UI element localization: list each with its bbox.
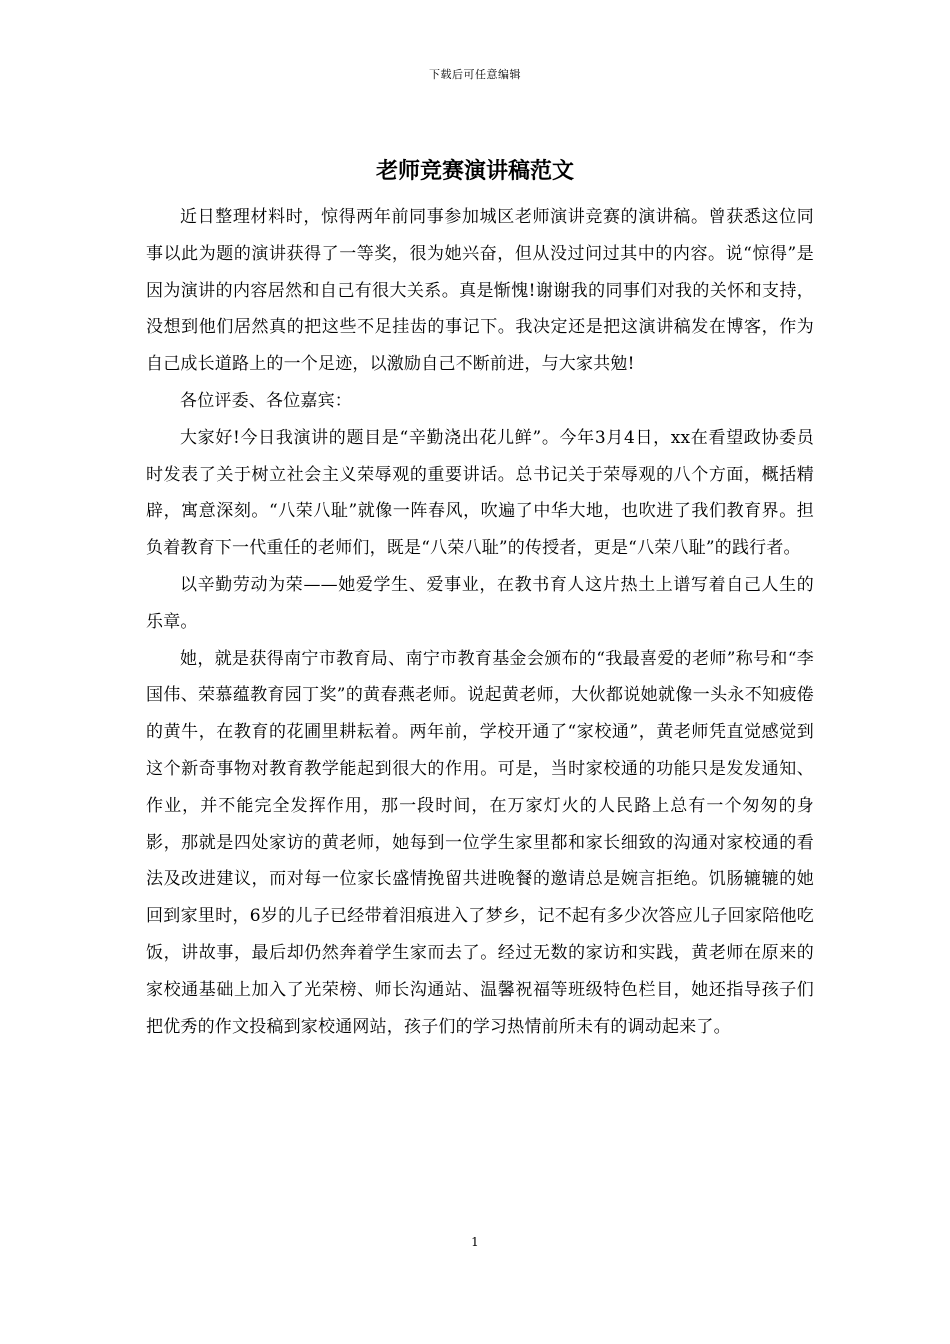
page-number: 1 [471,1235,479,1249]
paragraph-salutation: 各位评委、各位嘉宾： [180,390,352,411]
paragraph-theme: 以辛勤劳动为荣——她爱学生、爱事业，在教书育人这片热土上谱写着自己人生的乐章。 [146,574,814,632]
document-body [146,199,814,1045]
paragraph-intro: 近日整理材料时，惊得两年前同事参加城区老师演讲竞赛的演讲稿。曾获悉这位同事以此为题的演讲获得了一等奖，很为她兴奋，但从没过问过其中的内容。说“惊得”是因为演讲的内容居然和自己有很大关系。真是惭愧!谢谢我的同事们对我的关怀和支持，没想到他们居然真的把这些不足挂齿的事记下。我决定还是把这演讲稿发在博客，作为自己成长道路上的一个足迹，以激励自己不断前进，与大家共勉! [146,207,814,375]
paragraph-speech-opening: 大家好!今日我演讲的题目是“辛勤浇出花儿鲜”。今年3月4日，xx在看望政协委员时发表了关于树立社会主义荣辱观的重要讲话。总书记关于荣辱观的八个方面，概括精辟，寓意深刻。“八荣八耻”就像一阵春风，吹遍了中华大地，也吹进了我们教育界。担负着教育下一代重任的老师们，既是“八荣八耻”的传授者，更是“八荣八耻”的践行者。 [146,427,814,559]
document-title: 老师竞赛演讲稿范文 [375,158,574,184]
page-header: 下载后可任意编辑 [429,68,521,81]
paragraph-story: 她，就是获得南宁市教育局、南宁市教育基金会颁布的“我最喜爱的老师”称号和“李国伟、荣慕蕴教育园丁奖”的黄春燕老师。说起黄老师，大伙都说她就像一头永不知疲倦的黄牛，在教育的花圃里耕耘着。两年前，学校开通了“家校通”，黄老师凭直觉感觉到这个新奇事物对教育教学能起到很大的作用。可是，当时家校通的功能只是发发通知、作业，并不能完全发挥作用，那一段时间，在万家灯火的人民路上总有一个匆匆的身影，那就是四处家访的黄老师，她每到一位学生家里都和家长细致的沟通对家校通的看法及改进建议，而对每一位家长盛情挽留共进晚餐的邀请总是婉言拒绝。饥肠辘辘的她回到家里时，6岁的儿子已经带着泪痕进入了梦乡，记不起有多少次答应儿子回家陪他吃饭，讲故事，最后却仍然奔着学生家而去了。经过无数的家访和实践，黄老师在原来的家校通基础上加入了光荣榜、师长沟通站、温馨祝福等班级特色栏目，她还指导孩子们把优秀的作文投稿到家校通网站，孩子们的学习热情前所未有的调动起来了。 [146,648,814,1037]
